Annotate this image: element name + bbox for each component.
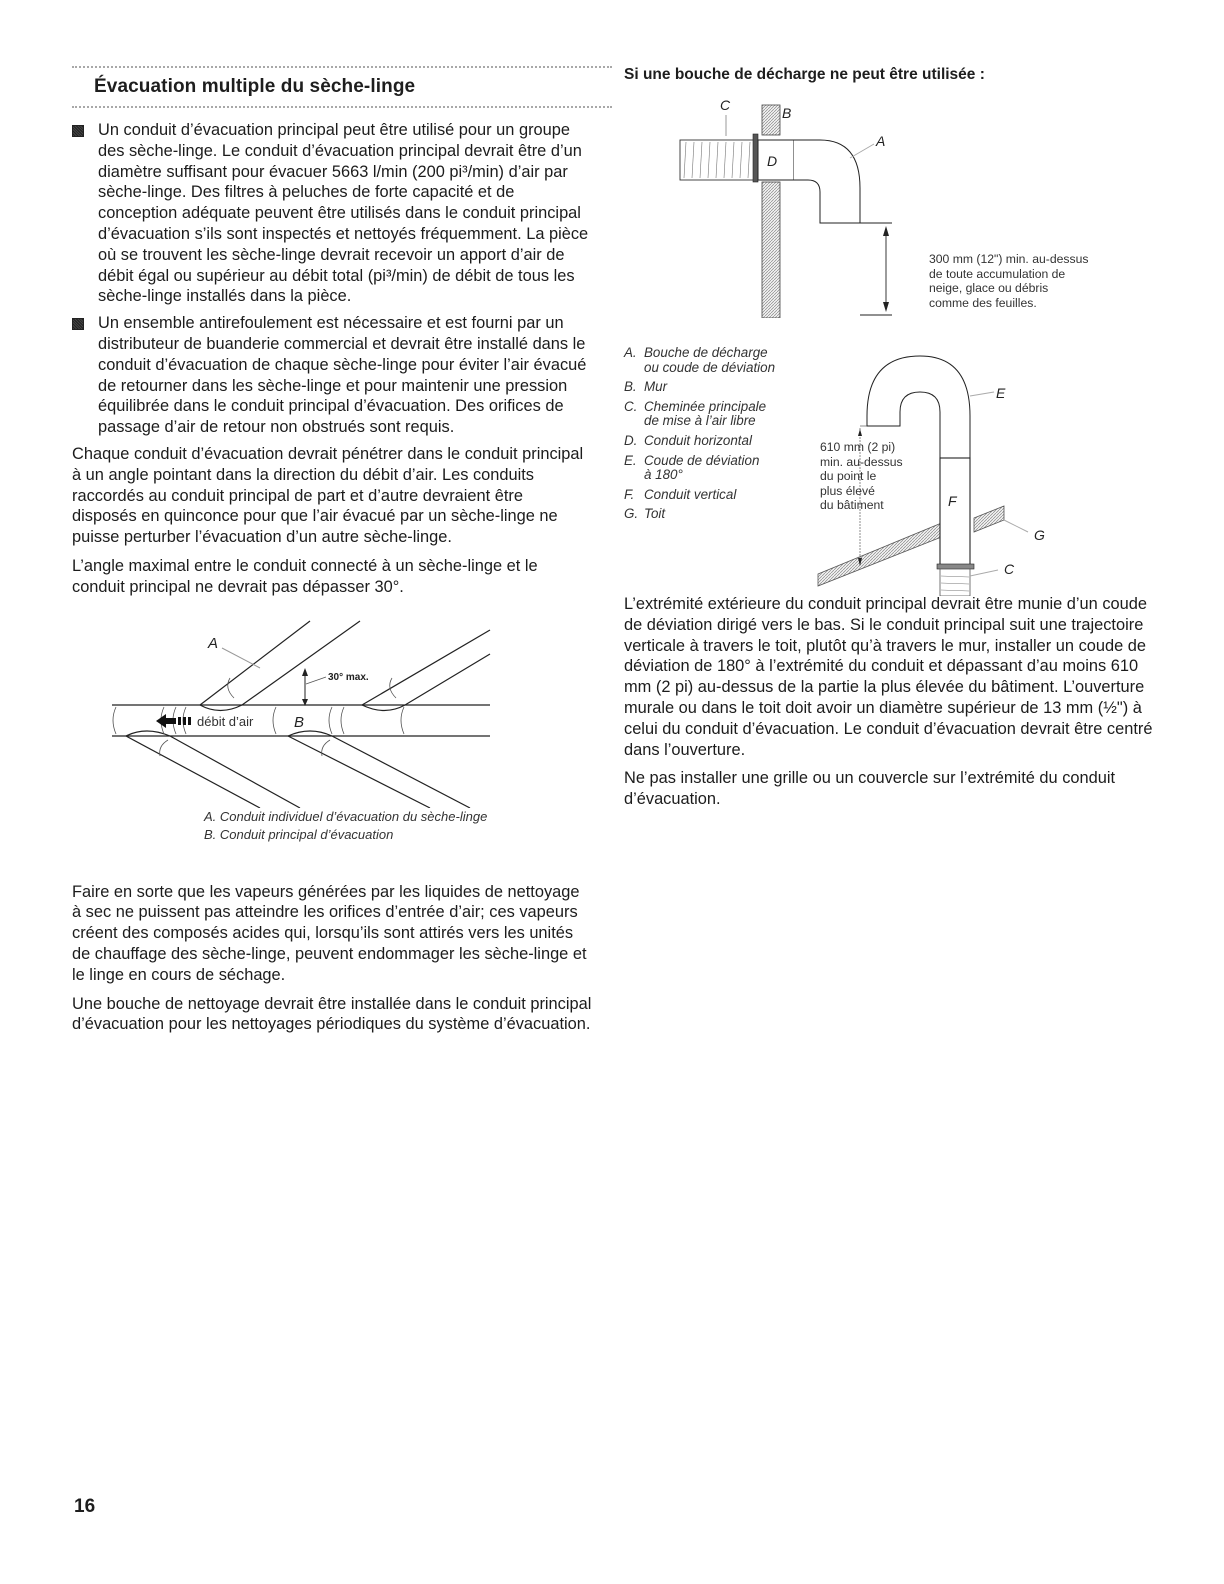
- legend-item: [624, 380, 824, 395]
- bullet-text: Un conduit d’évacuation principal peut être utilisé pour un groupe des sèche-linge. Le conduit d’évacuation principal devrait être d’un diamètre suffisant pour évacuer 5663 l/min (200 pi³/min) d’air par sèche-linge. Des filtres à peluches de forte capacité et de conception adéquate peuvent être utilisés dans le conduit principal d’évacuation s’ils sont inspectés et nettoyés fréquemment. La pièce où se trouvent les sèche-linge devrait recevoir un apport d’air de débit égal ou supérieur au débit total (pi³/min) de débit de tous les sèche-linge installés dans la pièce.: [98, 121, 589, 306]
- note-line: 610 mm (2 pi): [820, 440, 896, 454]
- legend-text: de mise à l’air libre: [644, 413, 756, 429]
- legend-item: [624, 488, 824, 503]
- note-line: de toute accumulation de: [929, 266, 1066, 281]
- note-line: du point le: [820, 469, 877, 484]
- legend-key: A.: [624, 345, 637, 360]
- caption-line: A. Conduit individuel d’évacuation du sèche-linge: [204, 808, 488, 824]
- square-bullet-icon: [72, 125, 84, 137]
- paragraph: Ne pas installer une grille ou un couvercle sur l’extrémité du conduit d’évacuation.: [624, 769, 1116, 809]
- duct-junction-illustration: [100, 608, 520, 808]
- legend-item: [624, 507, 824, 522]
- note-line: comme des feuilles.: [929, 295, 1037, 310]
- label-c: C: [1004, 561, 1015, 577]
- clearance-note-300mm: [929, 252, 1088, 310]
- page-number: 16: [74, 1496, 96, 1517]
- legend-text: Toit: [644, 506, 666, 522]
- paragraph: Faire en sorte que les vapeurs générées par les liquides de nettoyage à sec ne puissent pas atteindre les orifices d’entrée d’air; ces vapeurs créent des composés acides qui, lorsqu’ils sont attirés vers les unités de chauffage des sèche-linge, peuvent endommager les sèche-linge et le linge en cours de séchage.: [72, 882, 587, 984]
- legend-text: Bouche de décharge: [644, 345, 768, 360]
- left-column: [72, 66, 592, 1043]
- angle-label: 30° max.: [328, 671, 369, 683]
- airflow-label: débit d’air: [197, 713, 254, 729]
- legend-key: B.: [624, 379, 637, 395]
- multi-dryer-duct-diagram: [100, 608, 520, 858]
- legend-key: E.: [624, 452, 637, 468]
- paragraph: Chaque conduit d’évacuation devrait pénétrer dans le conduit principal à un angle pointant dans la direction du débit d’air. Les conduits raccordés au conduit principal de part et d’autre devraient être disposés en quinconce pour que l’air évacué par un sèche-linge ne puisse perturber l’évacuation d’un autre sèche-linge.: [72, 444, 584, 547]
- legend-item: [624, 434, 824, 449]
- legend-text: Conduit vertical: [644, 486, 737, 502]
- subheading: Si une bouche de décharge ne peut être utilisée :: [624, 66, 985, 83]
- label-d: D: [767, 153, 778, 169]
- note-line: min. au-dessus: [820, 454, 903, 469]
- section-header: [72, 66, 612, 108]
- label-e: E: [996, 385, 1006, 401]
- bullet-item: [72, 120, 592, 307]
- legend-text: Conduit horizontal: [644, 432, 752, 448]
- diagram-legend: [624, 346, 824, 527]
- wall-vent-illustration: [624, 88, 924, 318]
- label-c: C: [720, 97, 731, 113]
- legend-text: Mur: [644, 379, 668, 395]
- label-f: F: [948, 493, 957, 509]
- legend-item: [624, 346, 824, 375]
- legend-text: Cheminée principale: [644, 398, 767, 414]
- label-a: A: [208, 634, 219, 652]
- square-bullet-icon: [72, 318, 84, 330]
- bullet-text: Un ensemble antirefoulement est nécessaire et est fourni par un distributeur de buanderie commercial et devrait être installé dans le conduit d’évacuation de chaque sèche-linge pour éviter l’air évacué de retourner dans les sèche-linge et pour maintenir une pression équilibrée dans le conduit principal d’évacuation. Des orifices de passage d’air de retour non obstrués sont requis.: [98, 314, 587, 437]
- clearance-note-610mm: [820, 440, 903, 513]
- section-title: Évacuation multiple du sèche-linge: [94, 76, 416, 97]
- diagram-caption: [204, 808, 487, 844]
- paragraph: L’extrémité extérieure du conduit principal devrait être munie d’un coude de déviation dirigé vers le bas. Si le conduit principal suit une trajectoire verticale à travers le toit, plutôt qu’à travers le mur, installer un coude de déviation de 180° à l’extrémité du conduit et dépassant d’au moins 610 mm (2 pi) au-dessus de la partie la plus élevée du bâtiment. L’ouverture murale ou dans le toit doit avoir un diamètre supérieur de 13 mm (½") à celui du conduit d’évacuation. Le conduit d’évacuation devrait être centré dans l’ouverture.: [624, 595, 1153, 759]
- bullet-list: [72, 120, 592, 438]
- wall-exhaust-diagram: [624, 88, 1154, 323]
- legend-key: C.: [624, 398, 638, 414]
- legend-item: [624, 400, 824, 429]
- legend-key: F.: [624, 486, 635, 502]
- legend-text: ou coude de déviation: [644, 359, 776, 375]
- legend-item: [624, 454, 824, 483]
- legend-text: à 180°: [644, 467, 683, 483]
- label-a: A: [876, 133, 886, 149]
- legend-key: D.: [624, 432, 638, 448]
- right-body-text: [624, 594, 1154, 818]
- label-b: B: [294, 713, 305, 731]
- roof-exhaust-diagram: [804, 336, 1074, 596]
- paragraph: L’angle maximal entre le conduit connecté à un sèche-linge et le conduit principal ne devrait pas dépasser 30°.: [72, 556, 538, 596]
- label-g: G: [1034, 527, 1045, 543]
- bullet-item: [72, 313, 592, 438]
- paragraph: Une bouche de nettoyage devrait être installée dans le conduit principal d’évacuation pour les nettoyages périodiques du système d’évacuation.: [72, 994, 592, 1034]
- right-column: [624, 66, 1154, 809]
- note-line: neige, glace ou débris: [929, 281, 1049, 295]
- caption-line: B. Conduit principal d’évacuation: [204, 826, 394, 842]
- note-line: plus élevé: [820, 483, 875, 498]
- legend-key: G.: [624, 506, 639, 522]
- note-line: 300 mm (12") min. au-dessus: [929, 252, 1089, 266]
- label-b: B: [782, 105, 792, 121]
- note-line: du bâtiment: [820, 498, 884, 513]
- legend-text: Coude de déviation: [644, 452, 760, 468]
